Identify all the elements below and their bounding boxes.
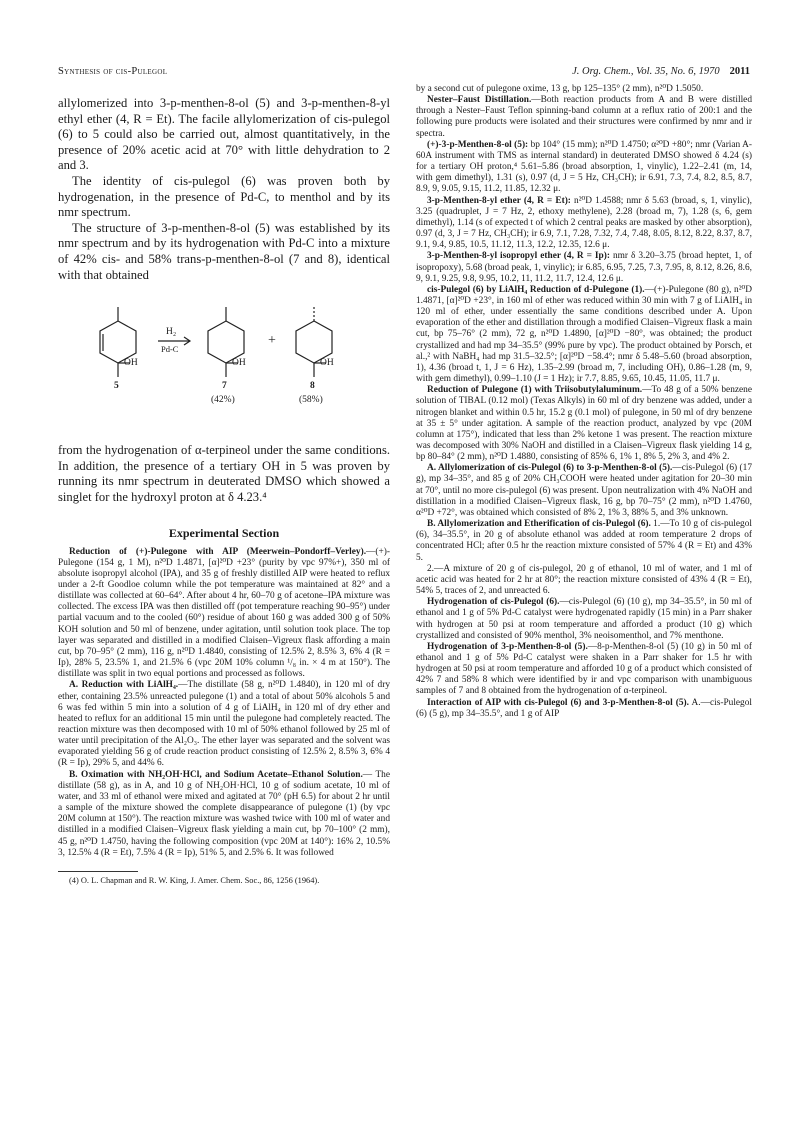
- body-tibal: —To 48 g of a 50% benzene solution of TIBAL (0.12 mol) (Texas Alkyls) in 60 ml of dry benzene was added, under a nitrogen blanket and within 0.5 hr, 15.2 g (0.1 mol) of pulegone, in 50 ml of dry benzene at 35 ± 5° under agitation. A sample of the reaction product, analyzed by vpc (20M column at 175°), indicated that less than 2% ketone 1 was present. The reaction mixture was decomposed with 30% NaOH and distilled in a Claisen–Vigreux flask yielding 14 g, bp 80–84° (2 mm), n²⁰D 1.4880, consisting of 85% 6, 1% 1, 8% 5, 2% 3, and 4% 2.: [416, 385, 752, 463]
- heading-nester-faust: Nester–Faust Distillation.: [427, 95, 532, 106]
- paragraph-structure: The structure of 3-p-menthen-8-ol (5) was established by its nmr spectrum and by its hydrogenation with Pd-C into a mixture of 42% cis- and 58% trans-p-menthen-8-ol (7 and 8), identical with that obtained: [58, 220, 390, 282]
- body-ethyl-ether: n²⁰D 1.4588; nmr δ 5.63 (broad, s, 1, vinylic), 3.25 (quadruplet, J = 7 Hz, 2, ethoxy methylene), 2.28 (broad m, 7), 1.28 (s, 6, gem dimethyl), 1.14 (s of expected t of which 2 central peaks are masked by other absorption), 0.97 (d, 3, J = 7 Hz, CH₃CH); ir 6.9, 7.1, 7.28, 7.32, 7.4, 7.48, 8.05, 8.12, 8.22, 8.37, 8.7, 9.1, 9.4, 9.85, 10.5, 11.12, 11.3, 12.2, 12.35, 12.6 μ.: [416, 195, 752, 251]
- arrow-reagent-h2: H₂: [166, 327, 177, 338]
- heading-allylomerization-b: B. Allylomerization and Etherification of cis-Pulegol (6).: [427, 519, 651, 530]
- heading-aip-interaction: Interaction of AIP with cis-Pulegol (6) and 3-p-Menthen-8-ol (5).: [427, 697, 689, 708]
- paragraph-mixture-2: 2.—A mixture of 20 g of cis-pulegol, 20 g of ethanol, 10 ml of water, and 1 ml of acetic acid was heated for 2 hr at 80°; the reaction mixture consisted of 43% 4 (R = Et), 54% 5, traces of 2, and unreacted 6.: [416, 563, 752, 597]
- plus-sign: +: [268, 333, 276, 349]
- heading-menthenol: (+)-3-p-Menthen-8-ol (5):: [427, 139, 529, 150]
- label-oh-7: OH: [232, 358, 246, 369]
- paragraph-isopropyl-ether: [416, 251, 752, 284]
- body-hydrogenation-menthenol: —8-p-Menthen-8-ol (5) (10 g) in 50 ml of ethanol and 1 g of 5% Pd-C catalyst were shaken in a Parr shaker for 1.5 hr with hydrogen at 50 psi at room temperature and afforded 10 g of a product which consisted of 42% 7 and 58% 8 which were identified by ir and vpc comparison with unambiguous samples of 7 and 8 obtained from the hydrogenation of α-terpineol.: [416, 641, 752, 697]
- yield-8: (58%): [299, 395, 323, 406]
- heading-allylomerization-a: A. Allylomerization of cis-Pulegol (6) to 3-p-Menthen-8-ol (5).: [427, 463, 673, 474]
- left-column: [58, 96, 390, 886]
- heading-hydrogenation-pulegol: Hydrogenation of cis-Pulegol (6).: [427, 597, 560, 608]
- heading-cis-pulegol-lialh4: cis-Pulegol (6) by LiAlH₄ Reduction of d-Pulegone (1).: [427, 284, 645, 295]
- body-cis-pulegol-lialh4: —(+)-Pulegone (80 g), n²⁰D 1.4871, [α]²⁰D +23°, in 160 ml of ether was reduced within 30 min with 7 g of LiAlH₄ in 120 ml of ether, under essentially the same conditions described under A. Upon evaporation of the ether and distillation through a modified Claisen–Vigreux flask a main cut, bp 75–76° (2 mm), 72 g, n²⁰D 1.4890, [α]²⁰D −80°, was obtained; the product crystallized and had mp 34–35.5° (99% pure by vpc). The product obtained by Porsch, et al.,² with NaBH₄ had mp 31.5–32.5°; [α]²⁰D −58.4°; nmr δ 5.48–5.60 (broad absorption, 1), 4.36 (broad t, 1, J = 6 Hz), 1.35–2.99 (broad m, 7, including OH), 0.86–1.28 (m, 9, with gem dimethyl), 0.99–1.10 (J = 1 Hz); ir 7.7, 8.85, 9.65, 10.45, 11.05, 11.7 μ.: [416, 284, 752, 385]
- paragraph-oximation: [58, 770, 390, 859]
- paragraph-ethyl-ether: [416, 196, 752, 252]
- paragraph-allylomerization-b: [416, 519, 752, 564]
- heading-oximation: B. Oximation with NH₂OH·HCl, and Sodium Acetate–Ethanol Solution.: [69, 769, 363, 780]
- paragraph-cis-pulegol-lialh4: [416, 285, 752, 385]
- compound-number-7: 7: [222, 381, 227, 392]
- compound-number-8: 8: [310, 381, 315, 392]
- section-title-experimental: Experimental Section: [168, 525, 280, 540]
- paragraph-hydrogenation-menthenol: [416, 642, 752, 698]
- paragraph-lialh4-reduction: [58, 680, 390, 769]
- hydrogenation-scheme: [58, 297, 390, 437]
- journal-citation: [572, 66, 750, 77]
- paragraph-tibal: [416, 385, 752, 463]
- body-nester-faust: —Both reaction products from A and B were distilled through a Nester–Faust Teflon spinning-band column at a reflux ratio of 200:1 and the following pure products were isolated and their structures were confirmed by nmr and ir spectra.: [416, 95, 752, 139]
- paragraph-oxime-cut: by a second cut of pulegone oxime, 13 g, bp 125–135° (2 mm), n²⁰D 1.5050.: [416, 84, 704, 94]
- paragraph-nester-faust: [416, 95, 752, 140]
- body-mpv-reduction: —(+)-Pulegone (154 g, 1 M), n²⁰D 1.4871, [α]²⁰D +23° (purity by vpc 97%+), 350 ml of absolute isopropyl alcohol (IPA), and 35 g of freshly distilled AIP were heated to reflux under a 2-ft Goodloe column while the pot temperature was maintained at 82° and a distillate was collected at 60–64°. After about 4 hr, 60–70 g of acetone–IPA mixture was collected. The excess IPA was then distilled off (pot temperature reaching 90–95°) under partial vacuum and to the cooled (60°) residue of about 160 g was added 300 g of 50% KOH solution and 50 ml of benzene, under agitation, until solution took place. The top layer was separated and distilled in a modified Claisen–Vigreux flask affording a main cut, bp 70–95° (2 mm), 116 g, n²⁰D 1.4840, consisting of 12.5% 2, 8.5% 3, 6% 4 (R = Ip), 28% 5, 23.5% 1, and 21.5% 6 (vpc 20M 10% column ¹/₈ in. × 4 m at 150°). The distillate was split in two equal portions and processed as follows.: [58, 546, 390, 680]
- body-aip-interaction: A.—cis-Pulegol (6) (5 g), mp 34–35.5°, and 1 g of AIP: [416, 697, 753, 719]
- right-column: [416, 84, 752, 720]
- body-hydrogenation-pulegol: —cis-Pulegol (6) (10 g), mp 34–35.5°, in 50 ml of ethanol and 1 g of 5% Pd-C catalyst were hydrogenated rapidly (15 min) in a Parr shaker with hydrogen at 50 psi at room temperature and afforded a product (10 g) which crystallized and consisted of 90% menthol, 3% neoisomenthol, and 7% menthone.: [416, 597, 752, 641]
- body-isopropyl-ether: nmr δ 3.20–3.75 (broad heptet, 1, of isopropoxy), 5.68 (broad peak, 1, vinylic); ir 6.85, 6.95, 7.25, 7.3, 7.95, 8, 8.12, 8.26, 8.6, 9, 9.1, 9.25, 9.8, 9.95, 10.2, 11, 11.2, 11.7, 12.4, 12.6 μ.: [416, 251, 752, 284]
- paragraph-hydrogenation-pulegol: [416, 597, 752, 642]
- compound-number-5: 5: [114, 381, 119, 392]
- scheme-structures: [58, 297, 390, 437]
- body-oximation: — The distillate (58 g), as in A, and 10 g of NH₂OH·HCl, 10 g of sodium acetate, 10 ml of water, and 33 ml of ethanol were mixed and agitated at 70° (pH 6.5) for about 2 hr until a sample of the mixture showed the complete disappearance of pulegone (1) (by vpc 20M column at 150°). The reaction mixture was washed twice with 100 ml of water and distilled in a modified Claisen–Vigreux flask yielding a main cut, bp 70–100° (2 mm), 45 g, n²⁰D 1.4750, having the following composition (vpc 20M at 140°): 16% 2, 10.5% 3, 12.5% 4 (R = Et), 7.5% 4 (R = Ip), 51% 5, and 2.5% 6. It was followed: [58, 769, 390, 858]
- running-header: [58, 66, 750, 80]
- paragraph-identity: The identity of cis-pulegol (6) was proven both by hydrogenation, in the presence of Pd-C, to menthol and by its nmr spectrum.: [58, 173, 390, 220]
- heading-tibal: Reduction of Pulegone (1) with Triisobutylaluminum.: [427, 385, 643, 396]
- label-oh-8: OH: [320, 358, 334, 369]
- journal-name: J. Org. Chem., Vol. 35, No. 6, 1970: [572, 66, 720, 77]
- paragraph-mpv-reduction: [58, 547, 390, 681]
- paragraph-menthenol: [416, 140, 752, 196]
- body-allylomerization-b: 1.—To 10 g of cis-pulegol (6), 34–35.5°, in 20 g of absolute ethanol was added at room temperature 2 drops of concentrated HCl; after 0.5 hr the reaction mixture consisted of 57% 4 (R = Et) and 43% 5.: [416, 519, 752, 563]
- paragraph-alpha-terpineol: from the hydrogenation of α-terpineol under the same conditions. In addition, the presence of a tertiary OH in 5 was proven by running its nmr spectrum in deuterated DMSO which showed a singlet for the hydroxyl proton at δ 4.23.⁴: [58, 443, 390, 504]
- label-oh-5: OH: [124, 358, 138, 369]
- arrow-catalyst: Pd-C: [161, 344, 179, 355]
- page-number: 2011: [729, 66, 750, 77]
- body-menthenol: bp 104° (15 mm); n²⁰D 1.4750; α²⁰D +80°; nmr (Varian A-60A instrument with TMS as internal standard) in deuterated DMSO showed δ 4.24 (s) for a tertiary OH proton,⁴ 5.61–5.86 (broad absorption, 1, vinylic), 1.22–2.41 (m, 14, with gem dimethyl), 1.31 (s), 0.97 (d, J = 5 Hz, CH₃CH); ir 6.91, 7.3, 7.4, 8.2, 8.5, 8.7, 8.9, 9, 9.05, 9.15, 11.2, 11.85, 12.32 μ.: [416, 139, 752, 195]
- paragraph-aip-interaction: [416, 698, 752, 720]
- yield-7: (42%): [211, 395, 235, 406]
- footnote-4: (4) O. L. Chapman and R. W. King, J. Amer. Chem. Soc., 86, 1256 (1964).: [69, 875, 320, 885]
- body-lialh4-reduction: —The distillate (58 g, n²⁰D 1.4840), in 120 ml of dry ether, containing 23.5% unreacted pulegone (1) and a total of about 50% alcohols 5 and 6 was fed within 5 min into a solution of 4 g of LiAlH₄ in 120 ml of dry ether and heated to reflux for an additional 15 min until the pulegone had completely reacted. The reaction mixture was then decomposed with 10 ml of 50% ethanol followed by 25 ml of water until precipitation of the Al₂O₃. The ether layer was separated and the solvent was evaporated yielding 56 g of crude reaction product consisting of 12.5% 2, 8.5% 3, 6% 4 (R = Ip), 29% 5, and 44% 6.: [58, 680, 390, 769]
- paragraph-allylomerized: allylomerized into 3-p-menthen-8-ol (5) and 3-p-menthen-8-yl ethyl ether (4, R = Et). The facile allylomerization of cis-pulegol (6) to 5 could also be carried out, almost quantitatively, in the presence of 20% acetic acid at 70° with little dehydration to 2 and 3.: [58, 96, 390, 173]
- running-title: Synthesis of cis-Pulegol: [58, 66, 168, 77]
- paragraph-allylomerization-a: [416, 463, 752, 519]
- heading-isopropyl-ether: 3-p-Menthen-8-yl isopropyl ether (4, R = Ip):: [427, 251, 610, 262]
- footnote-divider: [58, 871, 138, 872]
- heading-lialh4-reduction: A. Reduction with LiAlH₄.: [69, 680, 179, 691]
- body-allylomerization-a: —cis-Pulegol (6) (17 g), mp 34–35°, and 85 g of 20% CH₃COOH were heated under agitation for 20–30 min at 70°, until no more cis-pulegol (6) was present. Upon neutralization with 4% NaOH and distillation in a modified Claisen–Vigreux flask, 16 g, bp 70–75° (2 mm), n²⁰D 1.4760, α²⁰D +72°, was obtained which consisted of 8% 2, 1% 3, 88% 5, and 3% unknown.: [416, 463, 752, 518]
- heading-hydrogenation-menthenol: Hydrogenation of 3-p-Menthen-8-ol (5).: [427, 641, 588, 652]
- heading-mpv-reduction: Reduction of (+)-Pulegone with AIP (Meerwein–Pondorff–Verley).: [69, 546, 367, 557]
- heading-ethyl-ether: 3-p-Menthen-8-yl ether (4, R = Et):: [427, 195, 571, 206]
